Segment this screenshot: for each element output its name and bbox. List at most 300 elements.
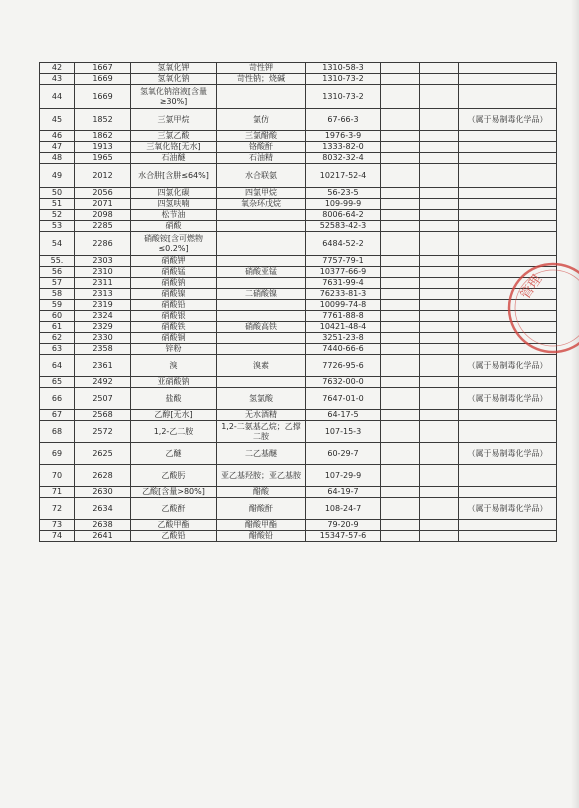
chemical-name-cell: 硝酸铵[含可燃物≤0.2%] — [131, 232, 217, 256]
table-row — [40, 443, 557, 465]
table-row — [40, 410, 557, 421]
row-number-cell: 44 — [40, 85, 75, 109]
blank-col-2-cell — [420, 443, 459, 465]
table-row — [40, 74, 557, 85]
table-row — [40, 520, 557, 531]
chemical-name-cell: 硝酸钾 — [131, 256, 217, 267]
cas-number-cell: 108-24-7 — [306, 498, 381, 520]
cas-number-cell: 1976-3-9 — [306, 131, 381, 142]
note-cell — [459, 232, 557, 256]
un-code-cell: 2313 — [75, 289, 131, 300]
note-cell: （属于易制毒化学品） — [459, 109, 557, 131]
cas-number-cell: 1310-58-3 — [306, 63, 381, 74]
chemical-name-cell: 氢氧化钠 — [131, 74, 217, 85]
table-row — [40, 199, 557, 210]
note-cell — [459, 199, 557, 210]
blank-col-1-cell — [381, 344, 420, 355]
chemical-name-cell: 锌粉 — [131, 344, 217, 355]
blank-col-1-cell — [381, 322, 420, 333]
blank-col-2-cell — [420, 388, 459, 410]
chemical-name-cell: 硝酸 — [131, 221, 217, 232]
row-number-cell: 74 — [40, 531, 75, 542]
un-code-cell: 2285 — [75, 221, 131, 232]
cas-number-cell: 6484-52-2 — [306, 232, 381, 256]
blank-col-2-cell — [420, 267, 459, 278]
blank-col-2-cell — [420, 498, 459, 520]
row-number-cell: 42 — [40, 63, 75, 74]
note-cell — [459, 465, 557, 487]
blank-col-2-cell — [420, 142, 459, 153]
cas-number-cell: 10099-74-8 — [306, 300, 381, 311]
table-row — [40, 188, 557, 199]
blank-col-1-cell — [381, 210, 420, 221]
un-code-cell: 2056 — [75, 188, 131, 199]
row-number-cell: 66 — [40, 388, 75, 410]
table-row — [40, 531, 557, 542]
row-number-cell: 45 — [40, 109, 75, 131]
un-code-cell: 2630 — [75, 487, 131, 498]
cas-number-cell: 8006-64-2 — [306, 210, 381, 221]
blank-col-1-cell — [381, 63, 420, 74]
alias-name-cell: 二硝酸镍 — [217, 289, 306, 300]
blank-col-2-cell — [420, 322, 459, 333]
blank-col-2-cell — [420, 188, 459, 199]
cas-number-cell: 7440-66-6 — [306, 344, 381, 355]
blank-col-1-cell — [381, 487, 420, 498]
table-row — [40, 333, 557, 344]
table-row — [40, 498, 557, 520]
blank-col-1-cell — [381, 289, 420, 300]
table-row — [40, 300, 557, 311]
row-number-cell: 54 — [40, 232, 75, 256]
chemical-name-cell: 三氧化铬[无水] — [131, 142, 217, 153]
chemical-name-cell: 氢氧化钠溶液[含量≥30%] — [131, 85, 217, 109]
row-number-cell: 43 — [40, 74, 75, 85]
note-cell — [459, 289, 557, 300]
alias-name-cell: 醋酸甲酯 — [217, 520, 306, 531]
note-cell — [459, 210, 557, 221]
un-code-cell: 2324 — [75, 311, 131, 322]
chemical-name-cell: 乙酸肟 — [131, 465, 217, 487]
table-row — [40, 153, 557, 164]
note-cell — [459, 322, 557, 333]
table-row — [40, 256, 557, 267]
cas-number-cell: 79-20-9 — [306, 520, 381, 531]
blank-col-1-cell — [381, 221, 420, 232]
table-row — [40, 131, 557, 142]
blank-col-2-cell — [420, 410, 459, 421]
note-cell — [459, 142, 557, 153]
note-cell — [459, 164, 557, 188]
note-cell: （属于易制毒化学品） — [459, 498, 557, 520]
un-code-cell: 2638 — [75, 520, 131, 531]
alias-name-cell: 氢氯酸 — [217, 388, 306, 410]
table-row — [40, 355, 557, 377]
chemical-name-cell: 四氯化碳 — [131, 188, 217, 199]
un-code-cell: 2071 — [75, 199, 131, 210]
cas-number-cell: 7761-88-8 — [306, 311, 381, 322]
chemical-name-cell: 乙酸甲酯 — [131, 520, 217, 531]
chemical-name-cell: 硝酸铅 — [131, 300, 217, 311]
alias-name-cell: 氯仿 — [217, 109, 306, 131]
alias-name-cell: 醋酸 — [217, 487, 306, 498]
un-code-cell: 2098 — [75, 210, 131, 221]
note-cell — [459, 63, 557, 74]
table-row — [40, 267, 557, 278]
chemical-name-cell: 乙醇[无水] — [131, 410, 217, 421]
alias-name-cell: 无水酒精 — [217, 410, 306, 421]
row-number-cell: 48 — [40, 153, 75, 164]
note-cell — [459, 311, 557, 322]
blank-col-1-cell — [381, 443, 420, 465]
alias-name-cell — [217, 210, 306, 221]
note-cell: （属于易制毒化学品） — [459, 443, 557, 465]
blank-col-1-cell — [381, 188, 420, 199]
blank-col-1-cell — [381, 74, 420, 85]
alias-name-cell: 铬酸酐 — [217, 142, 306, 153]
blank-col-1-cell — [381, 199, 420, 210]
note-cell — [459, 421, 557, 443]
row-number-cell: 73 — [40, 520, 75, 531]
alias-name-cell — [217, 300, 306, 311]
cas-number-cell: 15347-57-6 — [306, 531, 381, 542]
svg-text:管理: 管理 — [517, 272, 546, 303]
page-edge-shadow — [571, 0, 579, 808]
un-code-cell: 2634 — [75, 498, 131, 520]
blank-col-2-cell — [420, 85, 459, 109]
row-number-cell: 47 — [40, 142, 75, 153]
blank-col-2-cell — [420, 344, 459, 355]
alias-name-cell: 水合联氨 — [217, 164, 306, 188]
blank-col-1-cell — [381, 278, 420, 289]
blank-col-1-cell — [381, 267, 420, 278]
note-cell — [459, 520, 557, 531]
row-number-cell: 68 — [40, 421, 75, 443]
table-row — [40, 465, 557, 487]
un-code-cell: 2319 — [75, 300, 131, 311]
un-code-cell: 2311 — [75, 278, 131, 289]
blank-col-2-cell — [420, 531, 459, 542]
note-cell — [459, 278, 557, 289]
chemical-name-cell: 石油醚 — [131, 153, 217, 164]
table-row — [40, 487, 557, 498]
blank-col-2-cell — [420, 232, 459, 256]
note-cell — [459, 188, 557, 199]
note-cell — [459, 85, 557, 109]
blank-col-1-cell — [381, 153, 420, 164]
row-number-cell: 57 — [40, 278, 75, 289]
cas-number-cell: 7726-95-6 — [306, 355, 381, 377]
chemical-name-cell: 硝酸镍 — [131, 289, 217, 300]
blank-col-2-cell — [420, 300, 459, 311]
chemical-name-cell: 溴 — [131, 355, 217, 377]
alias-name-cell — [217, 344, 306, 355]
note-cell — [459, 410, 557, 421]
table-row — [40, 377, 557, 388]
blank-col-1-cell — [381, 109, 420, 131]
alias-name-cell — [217, 221, 306, 232]
blank-col-2-cell — [420, 74, 459, 85]
cas-number-cell: 64-19-7 — [306, 487, 381, 498]
alias-name-cell: 醋酸酐 — [217, 498, 306, 520]
row-number-cell: 64 — [40, 355, 75, 377]
blank-col-1-cell — [381, 256, 420, 267]
row-number-cell: 50 — [40, 188, 75, 199]
row-number-cell: 72 — [40, 498, 75, 520]
chemical-name-cell: 1,2-乙二胺 — [131, 421, 217, 443]
un-code-cell: 2507 — [75, 388, 131, 410]
alias-name-cell: 硝酸高铁 — [217, 322, 306, 333]
table-row — [40, 388, 557, 410]
un-code-cell: 2641 — [75, 531, 131, 542]
note-cell: （属于易制毒化学品） — [459, 388, 557, 410]
cas-number-cell: 107-15-3 — [306, 421, 381, 443]
cas-number-cell: 7632-00-0 — [306, 377, 381, 388]
cas-number-cell: 60-29-7 — [306, 443, 381, 465]
un-code-cell: 1965 — [75, 153, 131, 164]
table-row — [40, 142, 557, 153]
un-code-cell: 1852 — [75, 109, 131, 131]
cas-number-cell: 10421-48-4 — [306, 322, 381, 333]
chemical-name-cell: 乙醚 — [131, 443, 217, 465]
blank-col-1-cell — [381, 142, 420, 153]
note-cell — [459, 377, 557, 388]
blank-col-1-cell — [381, 232, 420, 256]
blank-col-2-cell — [420, 355, 459, 377]
cas-number-cell: 3251-23-8 — [306, 333, 381, 344]
note-cell — [459, 153, 557, 164]
chemical-name-cell: 亚硝酸钠 — [131, 377, 217, 388]
blank-col-2-cell — [420, 63, 459, 74]
alias-name-cell: 四氯甲烷 — [217, 188, 306, 199]
table-row — [40, 421, 557, 443]
un-code-cell: 2303 — [75, 256, 131, 267]
cas-number-cell: 1310-73-2 — [306, 85, 381, 109]
blank-col-2-cell — [420, 199, 459, 210]
row-number-cell: 62 — [40, 333, 75, 344]
blank-col-1-cell — [381, 85, 420, 109]
note-cell — [459, 333, 557, 344]
row-number-cell: 67 — [40, 410, 75, 421]
note-cell — [459, 131, 557, 142]
row-number-cell: 53 — [40, 221, 75, 232]
chemical-name-cell: 氢氧化钾 — [131, 63, 217, 74]
un-code-cell: 2310 — [75, 267, 131, 278]
blank-col-1-cell — [381, 333, 420, 344]
alias-name-cell — [217, 256, 306, 267]
row-number-cell: 55. — [40, 256, 75, 267]
alias-name-cell — [217, 232, 306, 256]
cas-number-cell: 7757-79-1 — [306, 256, 381, 267]
blank-col-1-cell — [381, 531, 420, 542]
un-code-cell: 1862 — [75, 131, 131, 142]
blank-col-1-cell — [381, 498, 420, 520]
chemical-name-cell: 乙酸[含量>80%] — [131, 487, 217, 498]
un-code-cell: 1669 — [75, 85, 131, 109]
un-code-cell: 1667 — [75, 63, 131, 74]
note-cell — [459, 74, 557, 85]
un-code-cell: 2572 — [75, 421, 131, 443]
chemical-list-body — [40, 63, 557, 542]
row-number-cell: 69 — [40, 443, 75, 465]
table-row — [40, 221, 557, 232]
alias-name-cell — [217, 377, 306, 388]
alias-name-cell: 醋酸铅 — [217, 531, 306, 542]
blank-col-2-cell — [420, 311, 459, 322]
alias-name-cell: 硝酸亚锰 — [217, 267, 306, 278]
row-number-cell: 70 — [40, 465, 75, 487]
blank-col-2-cell — [420, 131, 459, 142]
blank-col-1-cell — [381, 377, 420, 388]
blank-col-2-cell — [420, 377, 459, 388]
un-code-cell: 2330 — [75, 333, 131, 344]
alias-name-cell — [217, 311, 306, 322]
row-number-cell: 59 — [40, 300, 75, 311]
cas-number-cell: 1333-82-0 — [306, 142, 381, 153]
un-code-cell: 2358 — [75, 344, 131, 355]
alias-name-cell — [217, 333, 306, 344]
row-number-cell: 49 — [40, 164, 75, 188]
note-cell: （属于易制毒化学品） — [459, 355, 557, 377]
chemical-name-cell: 松节油 — [131, 210, 217, 221]
alias-name-cell: 石油精 — [217, 153, 306, 164]
row-number-cell: 71 — [40, 487, 75, 498]
alias-name-cell: 亚乙基羟胺；亚乙基胺 — [217, 465, 306, 487]
blank-col-1-cell — [381, 131, 420, 142]
cas-number-cell: 109-99-9 — [306, 199, 381, 210]
un-code-cell: 2492 — [75, 377, 131, 388]
table-row — [40, 63, 557, 74]
alias-name-cell: 苛性钠；烧碱 — [217, 74, 306, 85]
blank-col-2-cell — [420, 465, 459, 487]
blank-col-2-cell — [420, 421, 459, 443]
un-code-cell: 2286 — [75, 232, 131, 256]
blank-col-1-cell — [381, 465, 420, 487]
cas-number-cell: 7631-99-4 — [306, 278, 381, 289]
alias-name-cell: 三氯醋酸 — [217, 131, 306, 142]
chemical-list-table — [39, 62, 557, 542]
cas-number-cell: 76233-81-3 — [306, 289, 381, 300]
blank-col-2-cell — [420, 333, 459, 344]
blank-col-2-cell — [420, 221, 459, 232]
blank-col-2-cell — [420, 256, 459, 267]
alias-name-cell: 氧杂环戊烷 — [217, 199, 306, 210]
row-number-cell: 58 — [40, 289, 75, 300]
cas-number-cell: 107-29-9 — [306, 465, 381, 487]
un-code-cell: 2012 — [75, 164, 131, 188]
blank-col-2-cell — [420, 153, 459, 164]
un-code-cell: 2361 — [75, 355, 131, 377]
cas-number-cell: 1310-73-2 — [306, 74, 381, 85]
table-row — [40, 210, 557, 221]
table-row — [40, 232, 557, 256]
note-cell — [459, 221, 557, 232]
row-number-cell: 46 — [40, 131, 75, 142]
blank-col-2-cell — [420, 164, 459, 188]
note-cell — [459, 531, 557, 542]
chemical-name-cell: 硝酸铁 — [131, 322, 217, 333]
cas-number-cell: 10217-52-4 — [306, 164, 381, 188]
alias-name-cell: 苛性钾 — [217, 63, 306, 74]
note-cell — [459, 487, 557, 498]
blank-col-1-cell — [381, 520, 420, 531]
cas-number-cell: 67-66-3 — [306, 109, 381, 131]
un-code-cell: 2628 — [75, 465, 131, 487]
note-cell — [459, 256, 557, 267]
cas-number-cell: 52583-42-3 — [306, 221, 381, 232]
table-row — [40, 289, 557, 300]
note-cell — [459, 344, 557, 355]
table-row — [40, 344, 557, 355]
chemical-name-cell: 三氯乙酸 — [131, 131, 217, 142]
cas-number-cell: 10377-66-9 — [306, 267, 381, 278]
blank-col-2-cell — [420, 278, 459, 289]
table-row — [40, 278, 557, 289]
row-number-cell: 56 — [40, 267, 75, 278]
table-row — [40, 164, 557, 188]
chemical-name-cell: 乙酸酐 — [131, 498, 217, 520]
table-row — [40, 85, 557, 109]
row-number-cell: 51 — [40, 199, 75, 210]
un-code-cell: 1669 — [75, 74, 131, 85]
blank-col-2-cell — [420, 520, 459, 531]
blank-col-1-cell — [381, 355, 420, 377]
un-code-cell: 2329 — [75, 322, 131, 333]
blank-col-2-cell — [420, 109, 459, 131]
blank-col-1-cell — [381, 388, 420, 410]
note-cell — [459, 267, 557, 278]
table-row — [40, 322, 557, 333]
row-number-cell: 63 — [40, 344, 75, 355]
cas-number-cell: 56-23-5 — [306, 188, 381, 199]
row-number-cell: 60 — [40, 311, 75, 322]
table-row — [40, 311, 557, 322]
chemical-name-cell: 三氯甲烷 — [131, 109, 217, 131]
un-code-cell: 2568 — [75, 410, 131, 421]
table-row — [40, 109, 557, 131]
chemical-name-cell: 盐酸 — [131, 388, 217, 410]
blank-col-1-cell — [381, 311, 420, 322]
alias-name-cell: 二乙基醚 — [217, 443, 306, 465]
row-number-cell: 61 — [40, 322, 75, 333]
cas-number-cell: 8032-32-4 — [306, 153, 381, 164]
row-number-cell: 52 — [40, 210, 75, 221]
blank-col-2-cell — [420, 289, 459, 300]
row-number-cell: 65 — [40, 377, 75, 388]
blank-col-1-cell — [381, 300, 420, 311]
alias-name-cell — [217, 85, 306, 109]
chemical-name-cell: 四氢呋喃 — [131, 199, 217, 210]
chemical-name-cell: 水合肼[含肼≤64%] — [131, 164, 217, 188]
alias-name-cell: 溴素 — [217, 355, 306, 377]
chemical-name-cell: 硝酸锰 — [131, 267, 217, 278]
blank-col-2-cell — [420, 487, 459, 498]
chemical-name-cell: 硝酸银 — [131, 311, 217, 322]
cas-number-cell: 64-17-5 — [306, 410, 381, 421]
chemical-name-cell: 乙酸铅 — [131, 531, 217, 542]
un-code-cell: 2625 — [75, 443, 131, 465]
blank-col-1-cell — [381, 164, 420, 188]
chemical-name-cell: 硝酸钠 — [131, 278, 217, 289]
note-cell — [459, 300, 557, 311]
chemical-name-cell: 硝酸铜 — [131, 333, 217, 344]
blank-col-1-cell — [381, 410, 420, 421]
blank-col-1-cell — [381, 421, 420, 443]
blank-col-2-cell — [420, 210, 459, 221]
un-code-cell: 1913 — [75, 142, 131, 153]
alias-name-cell: 1,2-二氨基乙烷；乙撑二胺 — [217, 421, 306, 443]
cas-number-cell: 7647-01-0 — [306, 388, 381, 410]
